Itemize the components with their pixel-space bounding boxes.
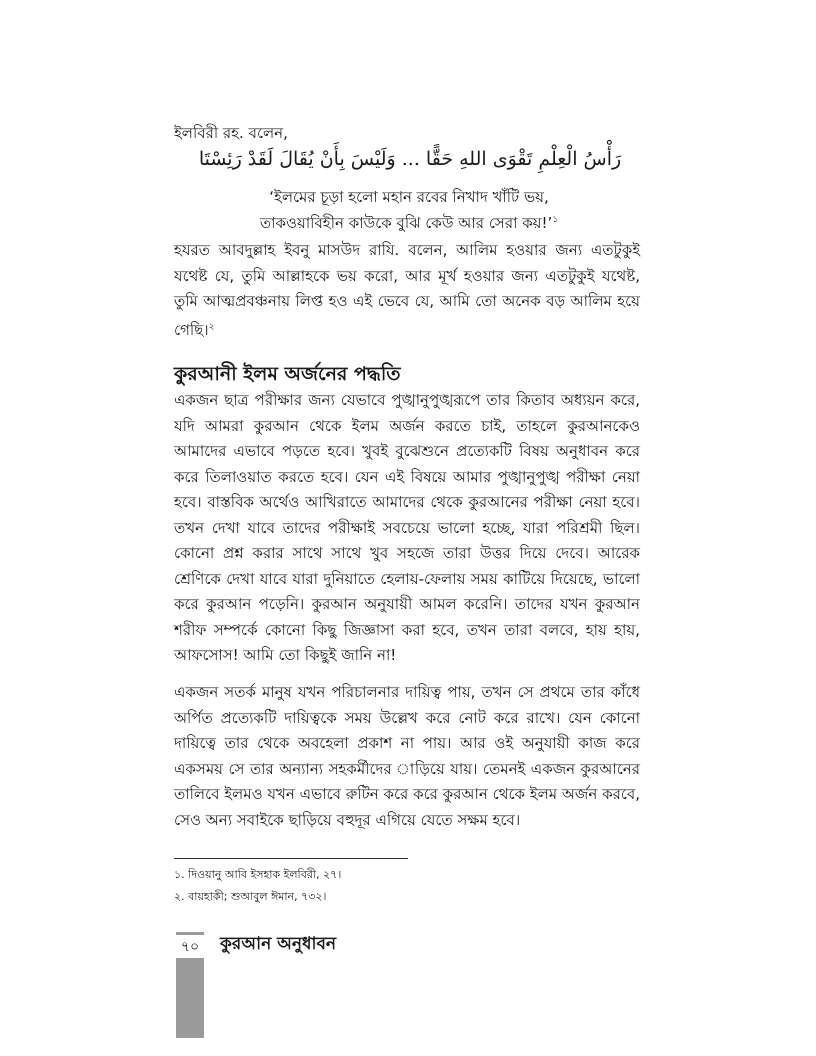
running-title: কুরআন অনুধাবন [220, 934, 337, 954]
footnote-1: ১. দিওয়ানু আবি ইসহাক ইলবিরী, ২৭। [174, 868, 342, 881]
page-edge-bar [176, 958, 204, 1038]
intro-line: ইলবিরী রহ. বলেন, [174, 124, 288, 142]
footnote-ref-1: ১ [552, 215, 559, 225]
arabic-verse: رَأْسُ الْعِلْمِ تَقْوَى اللهِ حَقًّا ... وَلَيْسَ بِأَنْ يُقَالَ لَقَدْ رَئِسْتَا [198, 148, 622, 170]
paragraph-exam-analogy: একজন ছাত্র পরীক্ষার জন্য যেভাবে পুঙ্খানুপুঙ্খরূপে তার কিতাব অধ্যয়ন করে, যদি আমরা কুরআন থেকে ইলম অর্জন করতে চাই, তাহলে কুরআনকেও আমাদের এভাবে পড়তে হবে। খুবই বুঝেশুনে প্রত্যেকটি বিষয় অনুধাবন করে করে তিলাওয়াত করতে হবে। যেন এই বিষয়ে আমার পুঙ্খানুপুঙ্খ পরীক্ষা নেয়া হবে। বাস্তবিক অর্থেও আখিরাতে আমাদের থেকে কুরআনের পরীক্ষা নেয়া হবে। তখন দেখা যাবে তাদের পরীক্ষাই সবচেয়ে ভালো হচ্ছে, যারা পরিশ্রমী ছিল। কোনো প্রশ্ন করার সাথে সাথে খুব সহজে তারা উত্তর দিয়ে দেবে। আরেক শ্রেণিকে দেখা যাবে যারা দুনিয়াতে হেলায়-ফেলায় সময় কাটিয়ে দিয়েছে, ভালো করে কুরআন পড়েনি। কুরআন অনুযায়ী আমল করেনি। তাদের যখন কুরআন শরীফ সম্পর্কে কোনো কিছু জিজ্ঞাসা করা হবে, তখন তারা বলবে, হায় হায়, আফসোস! আমি তো কিছুই জানি না! [174, 391, 640, 664]
footnote-2: ২. বায়হাকী; শুআবুল ঈমান, ৭৩২। [174, 890, 327, 903]
paragraph-routine: একজন সতর্ক মানুষ যখন পরিচালনার দায়িত্ব পায়, তখন সে প্রথমে তার কাঁধে অর্পিত প্রত্যেকটি দায়িত্বকে সময় উল্লেখ করে নোট করে রাখে। যেন কোনো দায়িত্বে তার থেকে অবহেলা প্রকাশ না পায়। আর ওই অনুযায়ী কাজ করে একসময় সে তার অন্যান্য সহকর্মীদের াড়িয়ে যায়। তেমনই একজন কুরআনের তালিবে ইলমও যখন এভাবে রুটিন করে করে কুরআন থেকে ইলম অর্জন করবে, সেও অন্য সবাইকে ছাড়িয়ে বহুদূর এগিয়ে যেতে সক্ষম হবে। [174, 683, 640, 829]
footnote-divider [174, 858, 408, 859]
section-heading: কুরআনী ইলম অর্জনের পদ্ধতি [174, 363, 401, 385]
footnote-ref-2: ২ [208, 321, 215, 332]
page-number: ৭০ [176, 932, 204, 959]
couplet-line-1: ‘ইলমের চূড়া হলো মহান রবের নিখাদ খাঁটি ভয়, [269, 188, 549, 206]
paragraph-ibn-masud [174, 238, 640, 343]
couplet-line-2 [174, 209, 644, 235]
couplet-line-2-text: তাকওয়াবিহীন কাউকে বুঝি কেউ আর সেরা কয়!’ [259, 214, 553, 232]
bengali-couplet [174, 186, 644, 235]
paragraph-text: হযরত আবদুল্লাহ ইবনু মাসউদ রাযি. বলেন, আলিম হওয়ার জন্য এতটুকুই যথেষ্ট যে, তুমি আল্লাহকে ভয় করো, আর মূর্খ হওয়ার জন্য এতটুকুই যথেষ্ট, তুমি আত্মপ্রবঞ্চনায় লিপ্ত হও এই ভেবে যে, আমি তো অনেক বড় আলিম হয়ে গেছি। [174, 241, 640, 339]
